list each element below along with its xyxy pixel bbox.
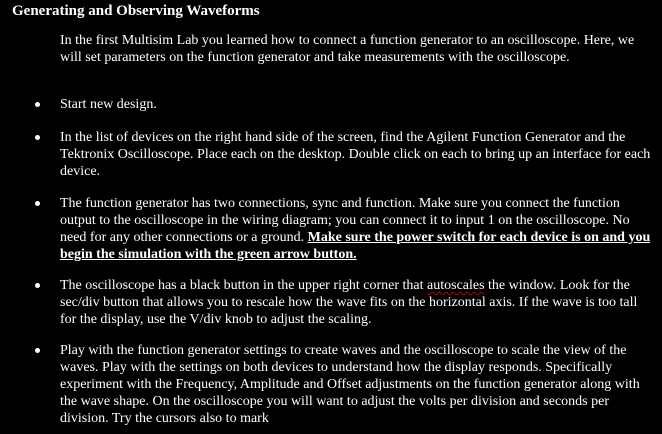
list-item-text: The oscilloscope has a black button in the upper right corner that [60, 278, 428, 293]
bullet-icon [35, 201, 40, 206]
list-item-text: the window. Look for the sec/div button that allows you to rescale how the wave fits on the horizontal axis. If the wave is too tall for the display, use the V/div knob to adjust the scaling. [60, 278, 638, 327]
emphasis-text: Make sure the power switch for each device is on and you begin the simulation with the green arrow button. [60, 230, 651, 262]
list-item [60, 129, 656, 180]
section-heading: Generating and Observing Waveforms [12, 3, 260, 19]
bullet-icon [35, 135, 40, 140]
list-item-text: The function generator has two connections, sync and function. Make sure you connect the function output to the oscilloscope in the wiring diagram; you can connect it to input 1 on the oscilloscope. No need for any other connections or a ground. [60, 196, 630, 245]
bullet-icon [35, 102, 40, 107]
list-item [60, 96, 656, 113]
list-item-text: Start new design. [60, 97, 157, 112]
list-item [60, 342, 656, 427]
bullet-icon [35, 283, 40, 288]
bullet-icon [35, 348, 40, 353]
list-item [60, 277, 656, 328]
list-item-text: In the list of devices on the right hand side of the screen, find the Agilent Function Generator and the Tektronix Oscilloscope. Place each on the desktop. Double click on each to bring up an interface for each device. [60, 130, 651, 179]
intro-paragraph: In the first Multisim Lab you learned how to connect a function generator to an oscilloscope. Here, we will set parameters on the function generator and take measurements with the oscilloscope. [60, 33, 635, 65]
list-item-text: Play with the function generator settings to create waves and the oscilloscope to scale the view of the waves. Play with the settings on both devices to understand how the display responds. Specifically experiment with the Frequency, Amplitude and Offset adjustments on the function generator along with the wave shape. On the oscilloscope you will want to adjust the volts per division and seconds per division. Try the cursors also to mark [60, 343, 640, 426]
spellcheck-flagged-word[interactable]: autoscales [427, 278, 485, 293]
list-item [60, 195, 656, 263]
